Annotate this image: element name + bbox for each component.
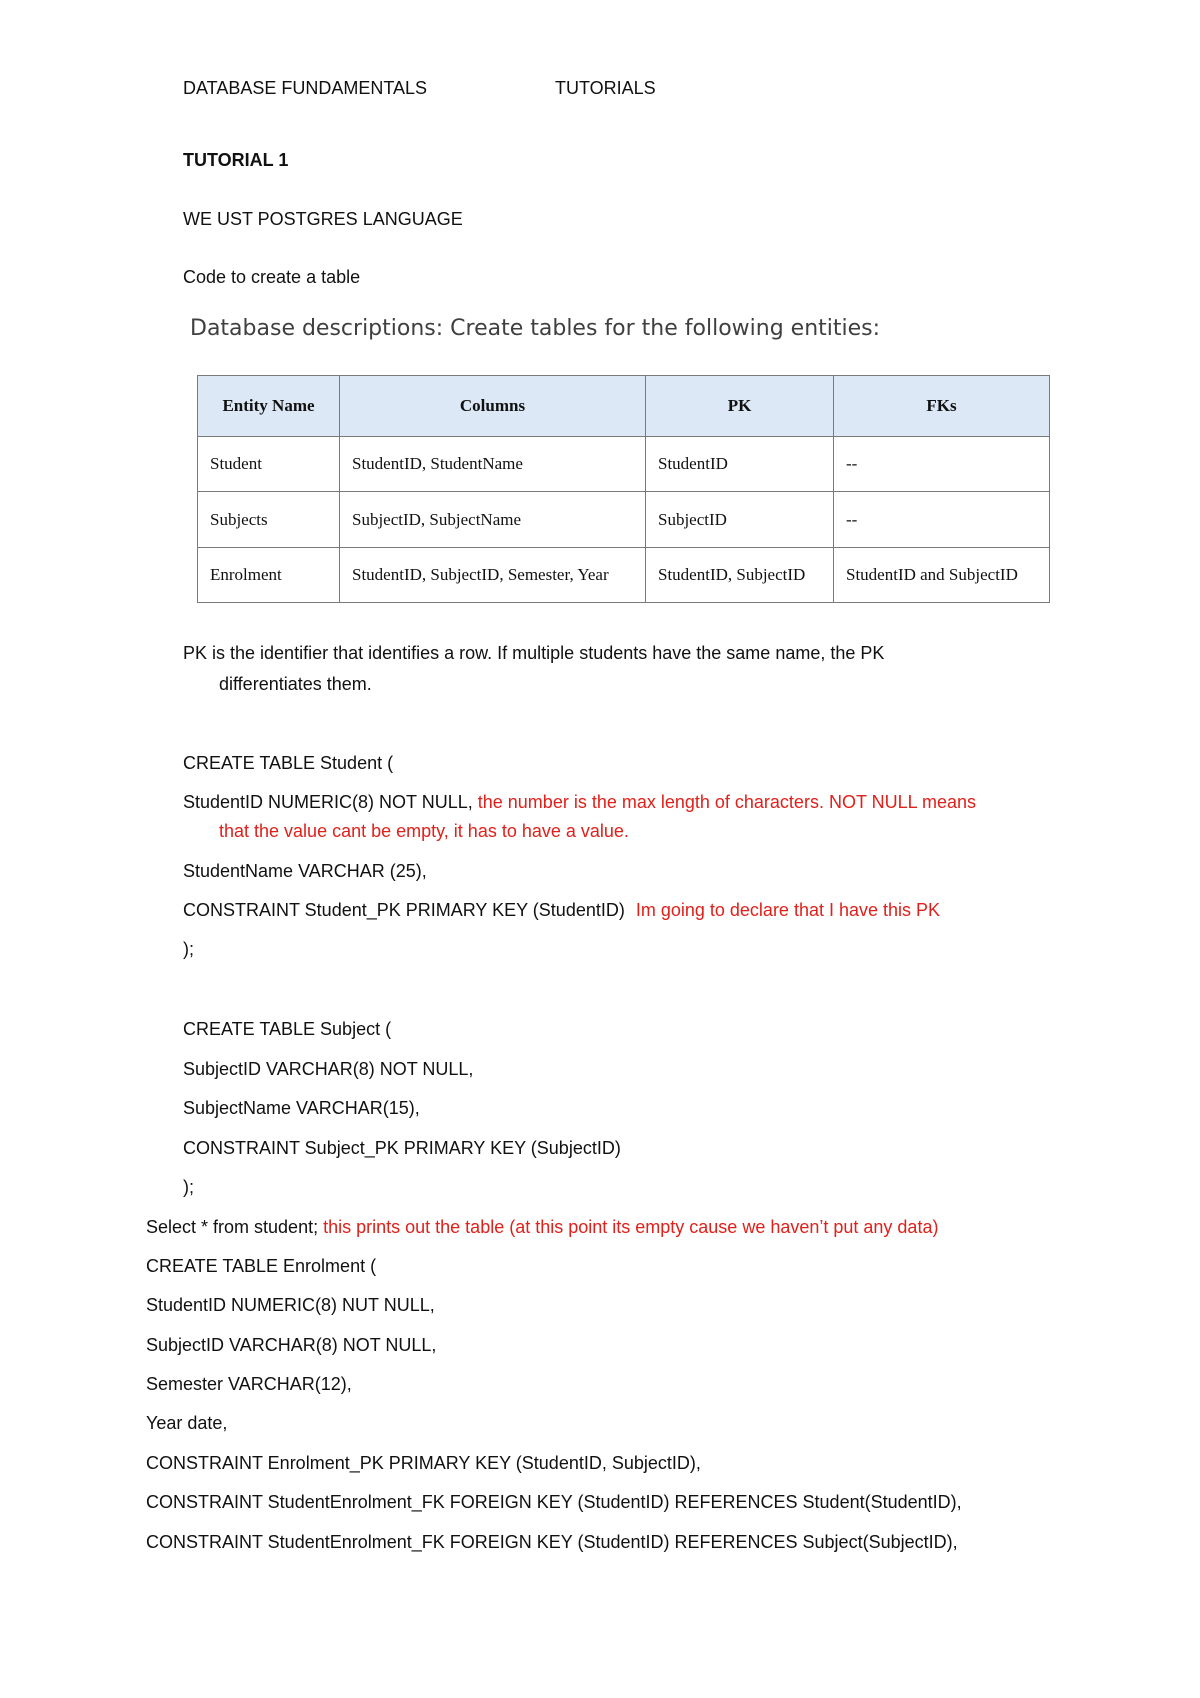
enrolment-sql-fk-student: CONSTRAINT StudentEnrolment_FK FOREIGN KEY (StudentID) REFERENCES Student(StudentID), (146, 1492, 962, 1512)
student-sql-close: ); (183, 939, 194, 959)
header-course: DATABASE FUNDAMENTALS (183, 78, 428, 98)
column-header: PK (646, 376, 834, 437)
subject-sql-create: CREATE TABLE Subject ( (183, 1019, 392, 1039)
enrolment-sql-pk: CONSTRAINT Enrolment_PK PRIMARY KEY (StudentID, SubjectID), (146, 1453, 701, 1473)
subject-sql-id: SubjectID VARCHAR(8) NOT NULL, (183, 1059, 474, 1079)
column-header: FKs (834, 376, 1050, 437)
pk-note-line-1: PK is the identifier that identifies a row. If multiple students have the same name, the PK (183, 643, 885, 663)
code-intro: Code to create a table (183, 267, 361, 287)
select-sql (146, 1215, 938, 1239)
enrolment-sql-subject-id: SubjectID VARCHAR(8) NOT NULL, (146, 1335, 437, 1355)
table-cell: SubjectID, SubjectName (340, 492, 646, 548)
column-header: Columns (340, 376, 646, 437)
student-sql-id-comment: the number is the max length of characters. NOT NULL means (477, 792, 976, 812)
enrolment-sql-fk-subject: CONSTRAINT StudentEnrolment_FK FOREIGN KEY (StudentID) REFERENCES Subject(SubjectID), (146, 1532, 958, 1552)
student-sql-name: StudentName VARCHAR (25), (183, 861, 427, 881)
subject-sql-name: SubjectName VARCHAR(15), (183, 1098, 420, 1118)
table-cell: StudentID, StudentName (340, 437, 646, 492)
table-cell: StudentID (646, 437, 834, 492)
table-header-row (198, 376, 1050, 437)
table-cell: -- (834, 492, 1050, 548)
subject-sql-constraint: CONSTRAINT Subject_PK PRIMARY KEY (SubjectID) (183, 1138, 621, 1158)
subject-sql-close: ); (183, 1177, 194, 1197)
language-note: WE UST POSTGRES LANGUAGE (183, 209, 463, 229)
student-sql-id-comment-cont: that the value cant be empty, it has to have a value. (219, 821, 629, 841)
table-cell: Enrolment (198, 548, 340, 603)
enrolment-sql-student-id: StudentID NUMERIC(8) NUT NULL, (146, 1295, 435, 1315)
enrolment-sql-year: Year date, (146, 1413, 228, 1433)
enrolment-sql-create: CREATE TABLE Enrolment ( (146, 1256, 377, 1276)
table-row (198, 437, 1050, 492)
table-cell: Student (198, 437, 340, 492)
table-row (198, 548, 1050, 603)
select-sql-code: Select * from student; (146, 1217, 319, 1237)
table-cell: StudentID, SubjectID (646, 548, 834, 603)
select-sql-comment: this prints out the table (at this point its empty cause we haven’t put any data) (323, 1217, 939, 1237)
student-sql-constraint-code: CONSTRAINT Student_PK PRIMARY KEY (StudentID) (183, 900, 625, 920)
table-cell: StudentID, SubjectID, Semester, Year (340, 548, 646, 603)
student-sql-id (183, 790, 976, 814)
student-sql-constraint-comment: Im going to declare that I have this PK (635, 900, 941, 920)
entity-table (197, 375, 1050, 603)
db-description: Database descriptions: Create tables for the following entities: (190, 316, 881, 341)
column-header: Entity Name (198, 376, 340, 437)
table-cell: Subjects (198, 492, 340, 548)
header-section: TUTORIALS (555, 78, 656, 98)
tutorial-title: TUTORIAL 1 (183, 150, 289, 170)
pk-note-line-2: differentiates them. (219, 674, 372, 694)
student-sql-constraint (183, 898, 940, 922)
enrolment-sql-semester: Semester VARCHAR(12), (146, 1374, 352, 1394)
table-cell: SubjectID (646, 492, 834, 548)
student-sql-create: CREATE TABLE Student ( (183, 753, 394, 773)
table-cell: StudentID and SubjectID (834, 548, 1050, 603)
student-sql-id-code: StudentID NUMERIC(8) NOT NULL, (183, 792, 473, 812)
table-cell: -- (834, 437, 1050, 492)
table-row (198, 492, 1050, 548)
